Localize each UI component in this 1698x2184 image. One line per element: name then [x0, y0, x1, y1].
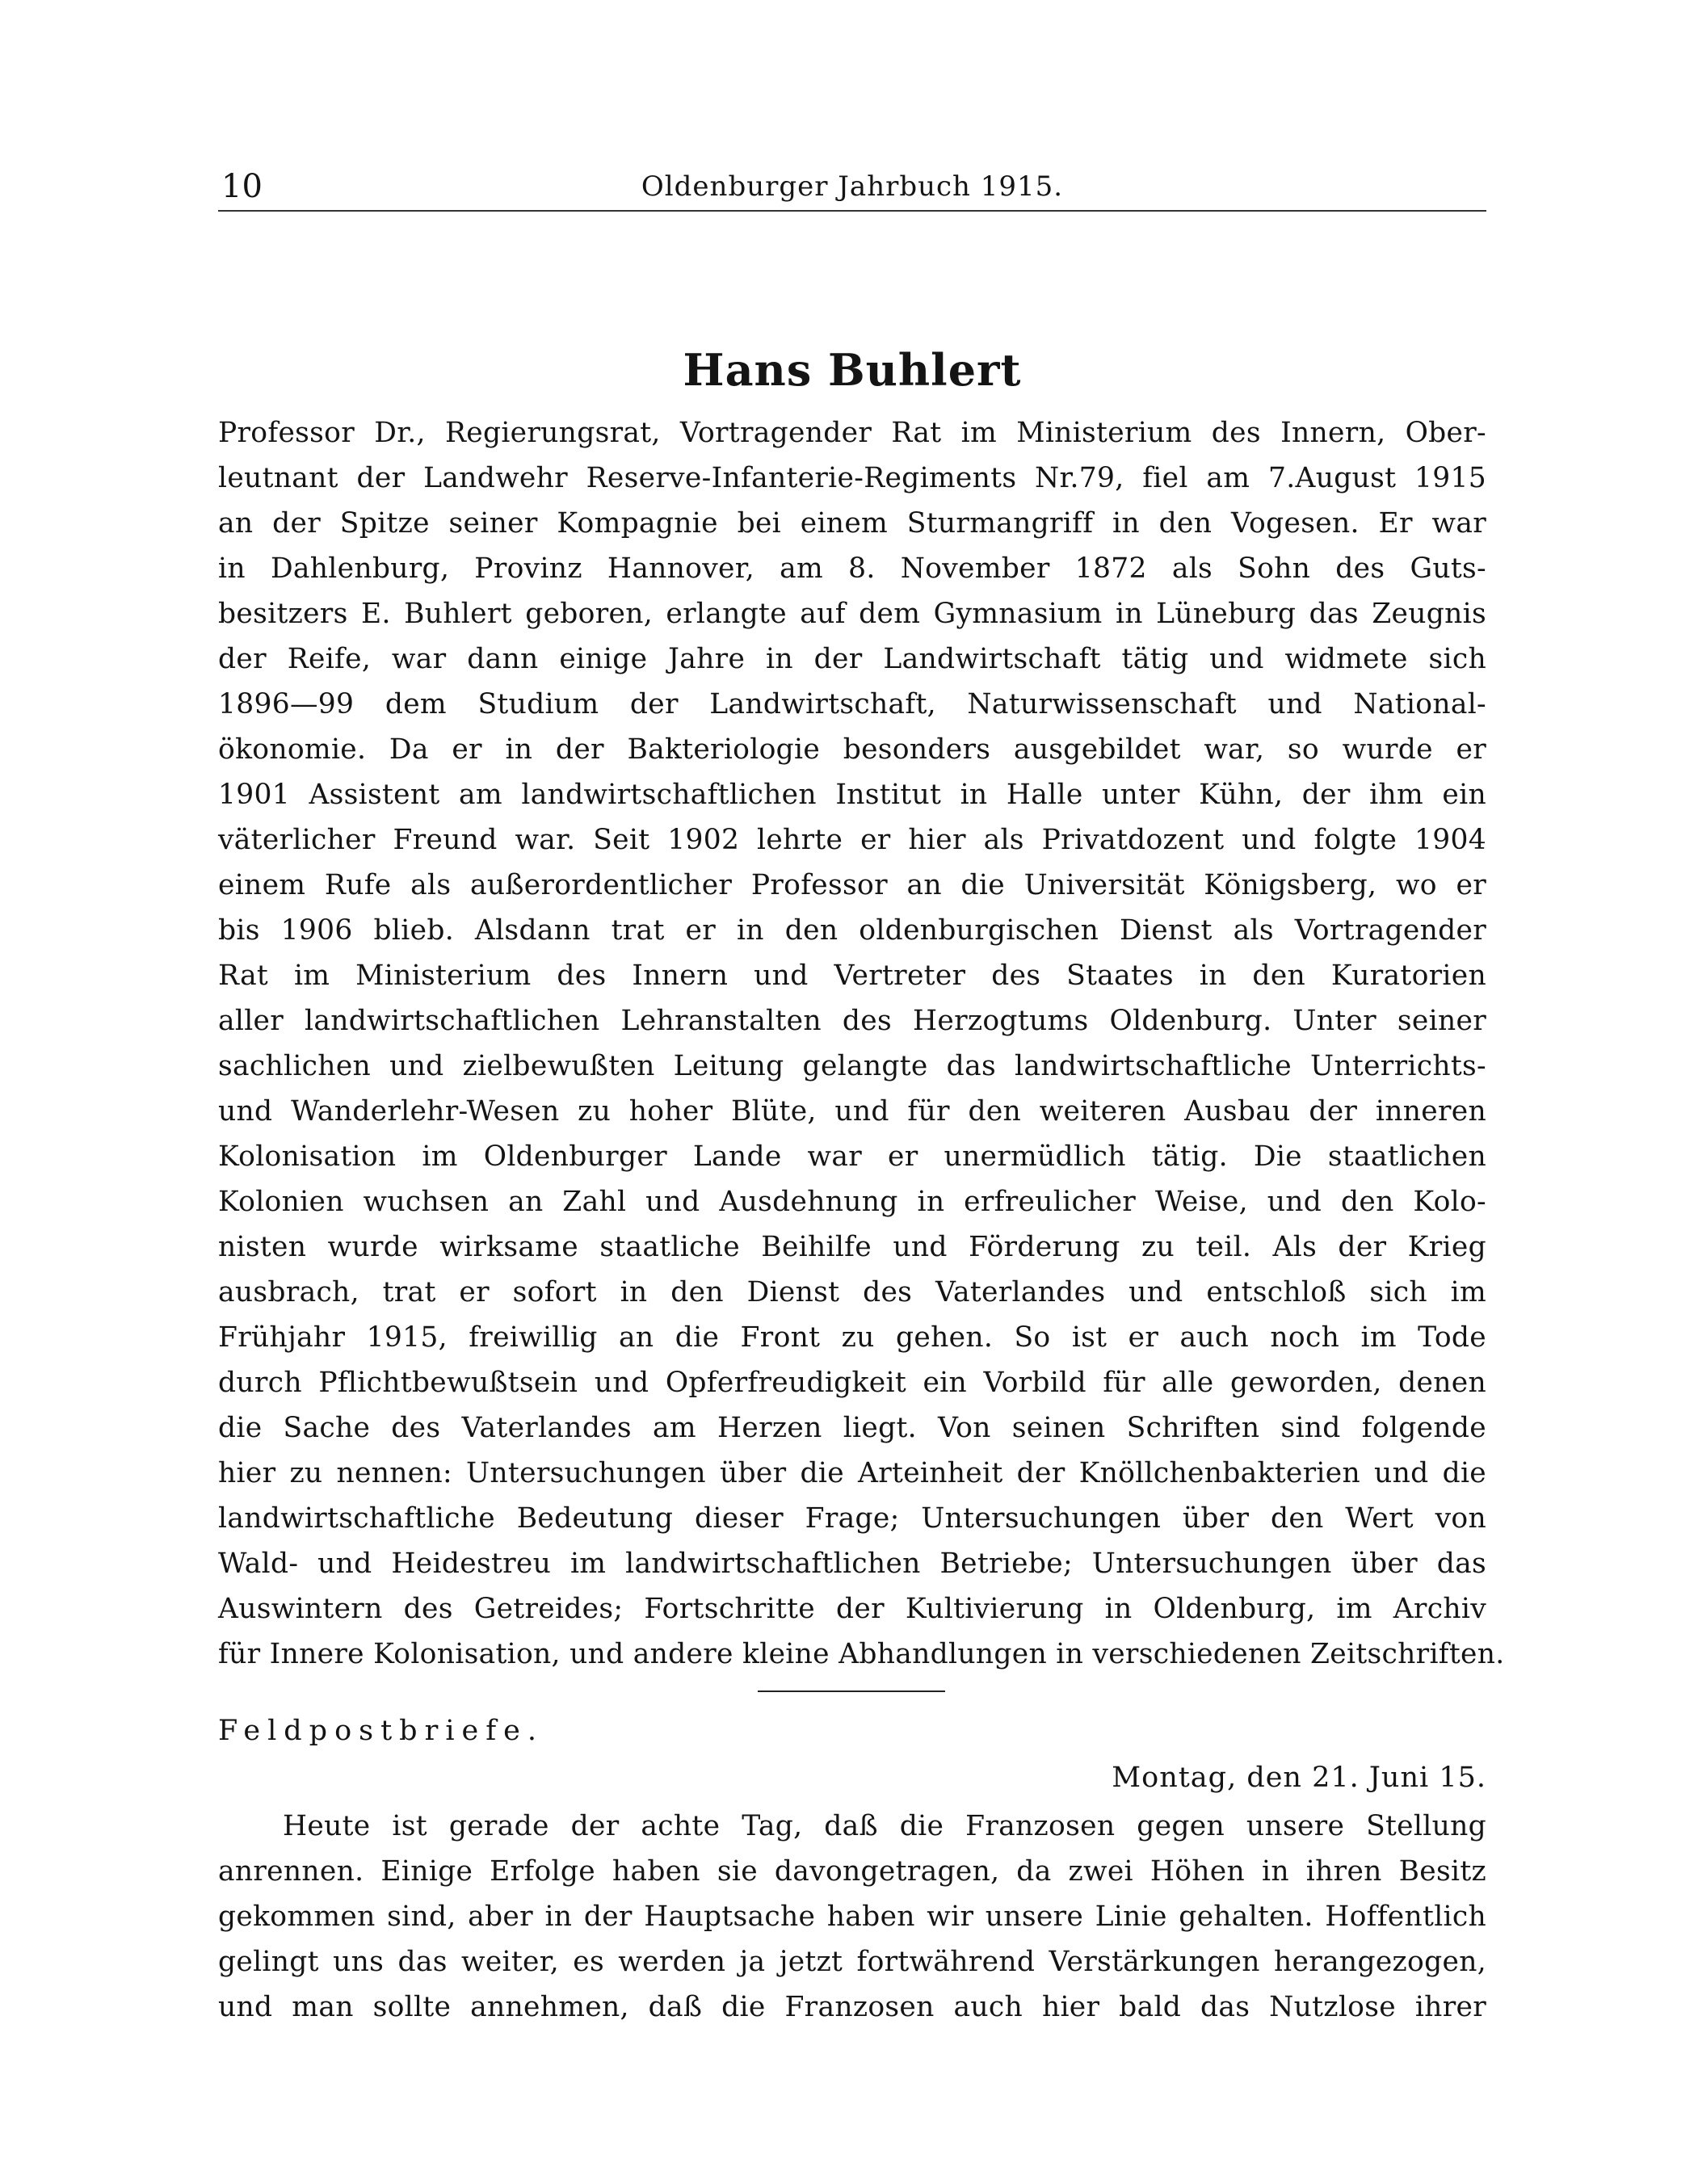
- bio-line: väterlicher Freund war. Seit 1902 lehrte er hier als Privatdozent und folgte 1904: [218, 824, 1486, 856]
- bio-line: Auswintern des Getreides; Fortschritte der Kultivierung in Oldenburg, im Archiv: [218, 1593, 1486, 1625]
- bio-line: Professor Dr., Regierungsrat, Vortragender Rat im Ministerium des Innern, Ober-: [218, 417, 1486, 449]
- section-divider: [758, 1690, 945, 1692]
- bio-line: für Innere Kolonisation, und andere kleine Abhandlungen in verschiedenen Zeitschriften.: [218, 1638, 1505, 1670]
- bio-line: ökonomie. Da er in der Bakteriologie besonders ausgebildet war, so wurde er: [218, 733, 1486, 766]
- bio-line: und Wanderlehr-Wesen zu hoher Blüte, und für den weiteren Ausbau der inneren: [218, 1095, 1486, 1128]
- bio-line: besitzers E. Buhlert geboren, erlangte auf dem Gymnasium in Lüneburg das Zeugnis: [218, 598, 1486, 630]
- letter-line: Heute ist gerade der achte Tag, daß die Franzosen gegen unsere Stellung: [283, 1810, 1486, 1842]
- article-title: Hans Buhlert: [683, 344, 1022, 396]
- bio-line: der Reife, war dann einige Jahre in der Landwirtschaft tätig und widmete sich: [218, 643, 1486, 675]
- running-title: Oldenburger Jahrbuch 1915.: [641, 170, 1064, 203]
- bio-line: Wald- und Heidestreu im landwirtschaftlichen Betriebe; Untersuchungen über das: [218, 1548, 1486, 1580]
- running-header: [218, 166, 1486, 212]
- letter-line: gelingt uns das weiter, es werden ja jetzt fortwährend Verstärkungen herangezogen,: [218, 1946, 1486, 1978]
- bio-line: landwirtschaftliche Bedeutung dieser Frage; Untersuchungen über den Wert von: [218, 1502, 1486, 1535]
- bio-line: 1901 Assistent am landwirtschaftlichen Institut in Halle unter Kühn, der ihm ein: [218, 779, 1486, 811]
- bio-line: an der Spitze seiner Kompagnie bei einem Sturmangriff in den Vogesen. Er war: [218, 507, 1486, 540]
- bio-line: Kolonien wuchsen an Zahl und Ausdehnung in erfreulicher Weise, und den Kolo-: [218, 1186, 1486, 1218]
- bio-line: Kolonisation im Oldenburger Lande war er unermüdlich tätig. Die staatlichen: [218, 1140, 1486, 1173]
- page-number: 10: [221, 168, 263, 205]
- bio-line: durch Pflichtbewußtsein und Opferfreudigkeit ein Vorbild für alle geworden, denen: [218, 1367, 1486, 1399]
- bio-line: Rat im Ministerium des Innern und Vertreter des Staates in den Kuratorien: [218, 960, 1486, 992]
- bio-line: Frühjahr 1915, freiwillig an die Front zu gehen. So ist er auch noch im Tode: [218, 1321, 1486, 1354]
- letter-line: und man sollte annehmen, daß die Franzosen auch hier bald das Nutzlose ihrer: [218, 1991, 1486, 2023]
- bio-line: 1896—99 dem Studium der Landwirtschaft, Naturwissenschaft und National-: [218, 688, 1486, 720]
- letter-paragraph: [218, 1804, 1486, 2030]
- bio-line: sachlichen und zielbewußten Leitung gelangte das landwirtschaftliche Unterrichts-: [218, 1050, 1486, 1082]
- letter-line: anrennen. Einige Erfolge haben sie davongetragen, da zwei Höhen in ihren Besitz: [218, 1855, 1486, 1888]
- bio-line: bis 1906 blieb. Alsdann trat er in den oldenburgischen Dienst als Vortragender: [218, 914, 1486, 947]
- bio-line: leutnant der Landwehr Reserve-Infanterie-Regiments Nr.79, fiel am 7.August 1915: [218, 462, 1486, 494]
- bio-line: einem Rufe als außerordentlicher Professor an die Universität Königsberg, wo er: [218, 869, 1486, 901]
- section-heading: Feldpostbriefe.: [218, 1715, 544, 1747]
- biography-paragraph: [218, 410, 1505, 1677]
- bio-line: hier zu nennen: Untersuchungen über die Arteinheit der Knöllchenbakterien und die: [218, 1457, 1486, 1489]
- bio-line: in Dahlenburg, Provinz Hannover, am 8. November 1872 als Sohn des Guts-: [218, 552, 1486, 585]
- letter-date: Montag, den 21. Juni 15.: [1112, 1762, 1486, 1794]
- bio-line: ausbrach, trat er sofort in den Dienst des Vaterlandes und entschloß sich im: [218, 1276, 1486, 1308]
- bio-line: die Sache des Vaterlandes am Herzen liegt. Von seinen Schriften sind folgende: [218, 1412, 1486, 1444]
- letter-line: gekommen sind, aber in der Hauptsache haben wir unsere Linie gehalten. Hoffentlich: [218, 1900, 1486, 1933]
- bio-line: nisten wurde wirksame staatliche Beihilfe und Förderung zu teil. Als der Krieg: [218, 1231, 1486, 1263]
- bio-line: aller landwirtschaftlichen Lehranstalten des Herzogtums Oldenburg. Unter seiner: [218, 1005, 1486, 1037]
